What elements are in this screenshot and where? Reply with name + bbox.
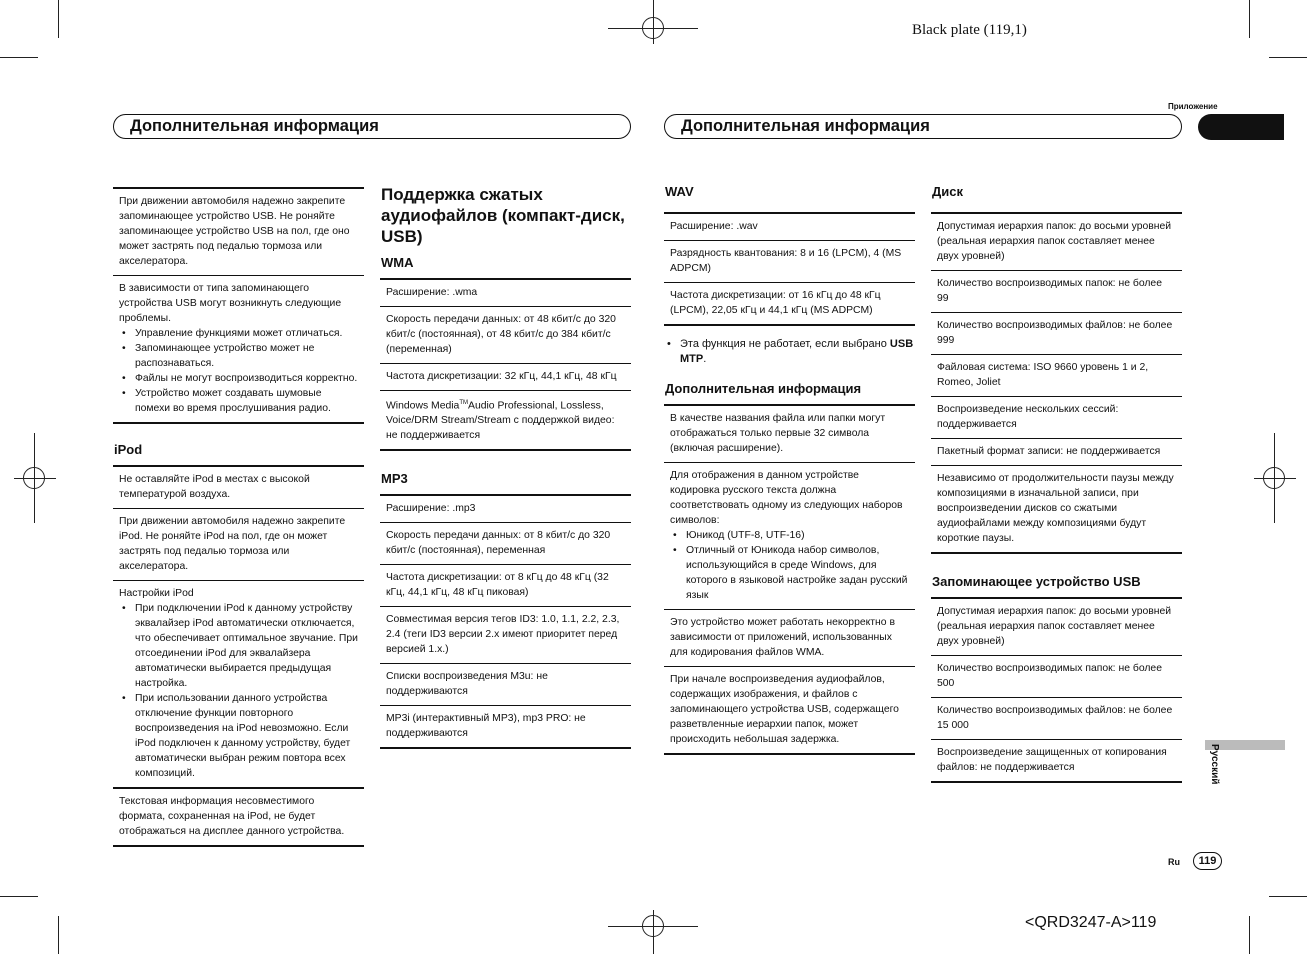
additional-info-table: [664, 404, 915, 755]
table-cell: [380, 390, 631, 449]
section-header-right: Дополнительная информация: [664, 114, 1182, 139]
problems-list: [119, 326, 358, 416]
table-cell: Расширение: .wma: [380, 278, 631, 306]
disc-table: [931, 212, 1182, 554]
language-tab: Русский: [1209, 744, 1220, 785]
wav-table: [664, 212, 915, 326]
list-item: • Эта функция не работает, если выбрано USB MTP.: [664, 337, 915, 367]
crop-mark: [58, 0, 59, 38]
table-cell: Воспроизведение нескольких сессий: поддерживается: [931, 396, 1182, 438]
table-cell: Частота дискретизации: 32 кГц, 44,1 кГц, 48 кГц: [380, 363, 631, 390]
registration-mark-icon: [23, 467, 45, 489]
additional-info-heading: Дополнительная информация: [665, 381, 862, 396]
cell-text: Windows Media: [386, 400, 460, 412]
table-cell: Частота дискретизации: от 16 кГц до 48 кГц (LPCM), 22,05 кГц и 44,1 кГц (MS ADPCM): [664, 282, 915, 324]
cell-text: В зависимости от типа запоминающего устройства USB могут возникнуть следующие проблемы.: [119, 283, 342, 324]
list-item: • Управление функциями может отличаться.: [119, 326, 358, 341]
table-cell: [664, 462, 915, 609]
cell-text: Audio Professional, Lossless, Voice/DRM Stream/Stream с поддержкой видео: не поддерживается: [386, 400, 615, 442]
usb-notes-table: [113, 187, 364, 424]
table-cell: Не оставляйте iPod в местах с высокой температурой воздуха.: [113, 465, 364, 508]
table-cell: Расширение: .wav: [664, 212, 915, 240]
crop-mark: [1249, 0, 1250, 38]
mp3-table: [380, 494, 631, 749]
list-item: • Юникод (UTF-8, UTF-16): [670, 528, 909, 543]
table-cell: Частота дискретизации: от 8 кГц до 48 кГц (32 кГц, 44,1 кГц, 48 кГц пиковая): [380, 564, 631, 606]
list-item: • Файлы не могут воспроизводиться корректно.: [119, 371, 358, 386]
registration-mark-icon: [642, 17, 664, 39]
table-cell: Независимо от продолжительности паузы между композициями в изначальной записи, при воспроизведении дисков со сжатыми аудиофайлами между композициями будут короткие паузы.: [931, 465, 1182, 552]
crop-mark: [1249, 916, 1250, 954]
table-cell: Пакетный формат записи: не поддерживается: [931, 438, 1182, 465]
table-cell: Совместимая версия тегов ID3: 1.0, 1.1, 2.2, 2.3, 2.4 (теги ID3 версии 2.x имеют приоритет перед версией 1.x.): [380, 606, 631, 663]
note-bold: USB MTP: [680, 338, 914, 365]
table-cell: При начале воспроизведения аудиофайлов, содержащих изображения, и файлов с запоминающего устройства USB, содержащего разветвленные иерархии папок, может происходить небольшая задержка.: [664, 666, 915, 753]
mp3-heading: MP3: [381, 471, 408, 487]
crop-mark: [1269, 57, 1307, 58]
table-cell: Количество воспроизводимых папок: не более 99: [931, 270, 1182, 312]
wma-table: [380, 278, 631, 451]
registration-mark-icon: [642, 915, 664, 937]
document-code: <QRD3247-A>119: [1025, 914, 1157, 931]
section-tab: [1198, 114, 1284, 140]
page-number: 119: [1193, 852, 1222, 870]
plate-label: Black plate (119,1): [912, 22, 1027, 38]
page-title: Поддержка сжатых аудиофайлов (компакт-диск, USB): [381, 185, 625, 246]
section-header-left: Дополнительная информация: [113, 114, 631, 139]
list-item: • При использовании данного устройства отключение функции повторного воспроизведения на iPod невозможно. Если iPod подключен к данному устройству, будет автоматически выбран режим повтора всех композиций.: [119, 691, 358, 781]
table-cell: MP3i (интерактивный MP3), mp3 PRO: не поддерживаются: [380, 705, 631, 747]
appendix-label: Приложение: [1168, 102, 1218, 111]
cell-text: Для отображения в данном устройстве кодировка русского текста должна соответствовать одному из следующих наборов символов:: [670, 470, 903, 526]
ipod-heading: iPod: [114, 442, 143, 457]
cell-text: Настройки iPod: [119, 588, 194, 599]
charset-list: [670, 528, 909, 603]
usb-table: [931, 597, 1182, 783]
table-cell: Количество воспроизводимых папок: не более 500: [931, 655, 1182, 697]
table-cell: В качестве названия файла или папки могут отображаться только первые 32 символа (включая расширение).: [664, 404, 915, 462]
table-cell: Это устройство может работать некорректно в зависимости от приложений, использованных для кодирования файлов WMA.: [664, 609, 915, 666]
ipod-settings-list: [119, 601, 358, 781]
crop-mark: [1269, 896, 1307, 897]
usb-heading: Запоминающее устройство USB: [932, 574, 1141, 589]
column-1: [113, 187, 364, 847]
table-cell: Разрядность квантования: 8 и 16 (LPCM), 4 (MS ADPCM): [664, 240, 915, 282]
crop-mark: [0, 896, 38, 897]
table-cell: Файловая система: ISO 9660 уровень 1 и 2, Romeo, Joliet: [931, 354, 1182, 396]
table-cell: Допустимая иерархия папок: до восьми уровней (реальная иерархия папок составляет менее двух уровней): [931, 212, 1182, 270]
table-cell: Скорость передачи данных: от 8 кбит/с до 320 кбит/с (постоянная), переменная: [380, 522, 631, 564]
list-item: • При подключении iPod к данному устройству эквалайзер iPod автоматически отключается, что обеспечивает оптимальное звучание. При отсоединении iPod для эквалайзера автоматически выбирается предыдущая настройка.: [119, 601, 358, 691]
table-cell: Расширение: .mp3: [380, 494, 631, 522]
table-cell: Количество воспроизводимых файлов: не более 999: [931, 312, 1182, 354]
list-item: • Запоминающее устройство может не распознаваться.: [119, 341, 358, 371]
wav-note: [664, 337, 915, 367]
table-cell: [113, 275, 364, 422]
list-item: • Отличный от Юникода набор символов, использующийся в среде Windows, для которого в языковой настройке задан русский язык: [670, 543, 909, 603]
list-item: • Устройство может создавать шумовые помехи во время прослушивания радио.: [119, 386, 358, 416]
wav-heading: WAV: [665, 184, 694, 199]
trademark: TM: [459, 400, 469, 406]
registration-mark-icon: [1263, 467, 1285, 489]
table-cell: Скорость передачи данных: от 48 кбит/с до 320 кбит/с (постоянная), от 48 кбит/с до 384 кбит/с (переменная): [380, 306, 631, 363]
column-2: [380, 184, 631, 749]
column-3: [664, 184, 915, 755]
table-cell: Допустимая иерархия папок: до восьми уровней (реальная иерархия папок составляет менее двух уровней): [931, 597, 1182, 655]
table-cell: Воспроизведение защищенных от копирования файлов: не поддерживается: [931, 739, 1182, 781]
table-cell: Текстовая информация несовместимого формата, сохраненная на iPod, не будет отображаться на дисплее данного устройства.: [113, 787, 364, 845]
column-4: [931, 184, 1182, 783]
note-text: Эта функция не работает, если выбрано: [680, 338, 887, 350]
disc-heading: Диск: [932, 184, 963, 199]
crop-mark: [58, 916, 59, 954]
language-code: Ru: [1168, 857, 1180, 867]
table-cell: При движении автомобиля надежно закрепите запоминающее устройство USB. Не роняйте запоминающее устройство USB на пол, где оно может застрять под педалью тормоза или акселератора.: [113, 187, 364, 275]
table-cell: [113, 580, 364, 787]
crop-mark: [0, 57, 38, 58]
wma-heading: WMA: [381, 255, 414, 270]
table-cell: Списки воспроизведения M3u: не поддерживаются: [380, 663, 631, 705]
table-cell: Количество воспроизводимых файлов: не более 15 000: [931, 697, 1182, 739]
ipod-table: [113, 465, 364, 847]
table-cell: При движении автомобиля надежно закрепите iPod. Не роняйте iPod на пол, где он может застрять под педалью тормоза или акселератора.: [113, 508, 364, 580]
